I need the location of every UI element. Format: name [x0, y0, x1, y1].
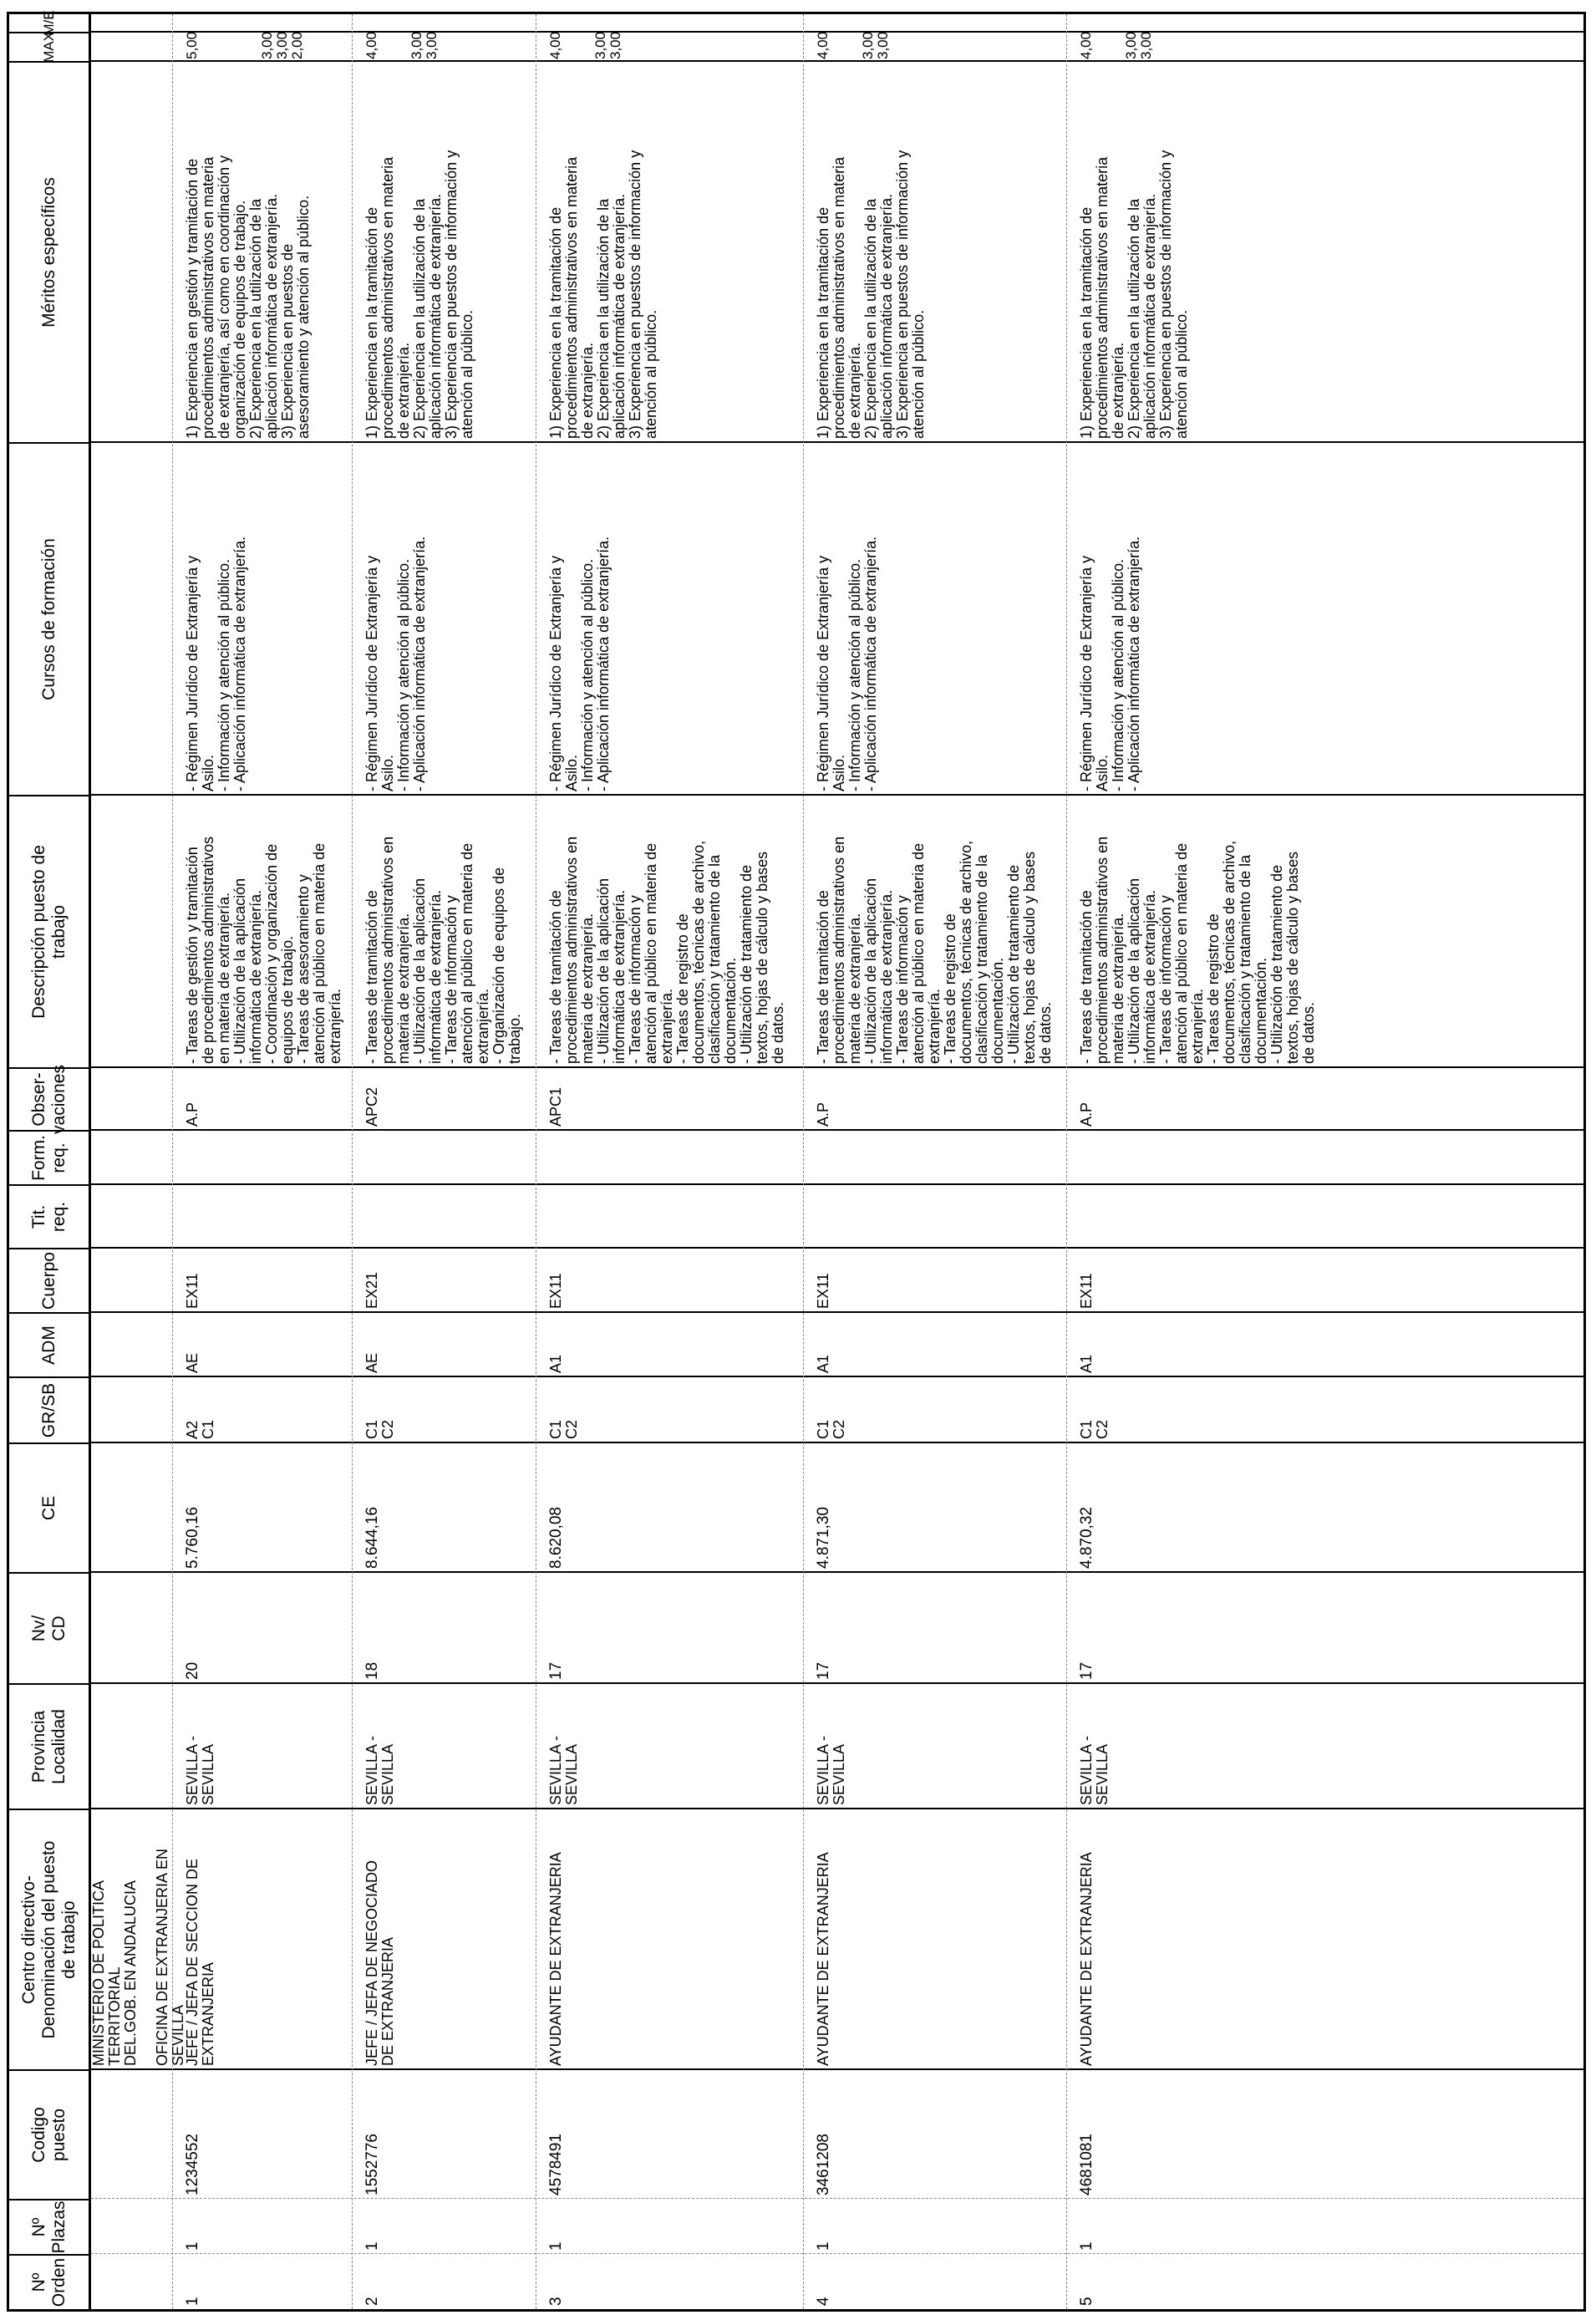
cell-orden: 2: [363, 2297, 381, 2306]
cell-obs: APC1: [547, 1086, 564, 1127]
cell-cursos: - Régimen Jurídico de Extranjería y Asilo. - Información y atención al público. - Aplicación informática de extranjería.: [815, 536, 879, 791]
cell-adm: A1: [815, 1354, 831, 1373]
cell-nivel: 17: [547, 1661, 565, 1680]
cell-obs: A.P: [815, 1101, 831, 1127]
cell-meritos: 1) Experiencia en gestión y tramitación de procedimientos administrativos en materia de extranjería, así como en coordinación y organización de equipos de trabajo. 2) Experiencia en la utilización de la aplicación informática de extranjería. 3) Experiencia en puestos de asesoramiento y atención al público.: [184, 155, 312, 439]
cell-ce: 4.870,32: [1078, 1507, 1095, 1569]
cell-cursos: - Régimen Jurídico de Extranjería y Asilo. - Información y atención al público. - Aplicación informática de extranjería.: [547, 536, 612, 791]
ministry-group-header: MINISTERIO DE POLITICA TERRITORIAL DEL.GOB. EN ANDALUCIA OFICINA DE EXTRANJERIA EN SEVILLA: [90, 1848, 186, 2066]
cell-cursos: - Régimen Jurídico de Extranjería y Asilo. - Información y atención al público. - Aplicación informática de extranjería.: [363, 536, 428, 791]
header-cursos: Cursos de formación: [9, 442, 89, 795]
cell-plazas: 1: [547, 2241, 565, 2251]
cell-cuerpo: EX11: [547, 1273, 564, 1309]
cell-obs: A.P: [184, 1101, 201, 1127]
row-divider: [172, 14, 173, 2309]
header-descripcion: Descripción puesto de trabajo: [9, 795, 89, 1067]
cell-provincia: SEVILLA - SEVILLA: [547, 1735, 580, 1805]
cell-nivel: 18: [363, 1661, 381, 1680]
cell-grsb: C1 C2: [363, 1419, 396, 1439]
cell-ce: 5.760,16: [184, 1507, 201, 1569]
cell-adm: AE: [184, 1352, 201, 1373]
cell-descripcion: - Tareas de tramitación de procedimientos administrativos en materia de extranjería. - Utilización de la aplicación informática de extranjería. - Tareas de información y atención al público en materia de extranjería. - Tareas de registro de documentos, técnicas de archivo, clasificación y tratamiento de la documentación. - Utilización de tratamiento de textos, hojas de cálculo y bases de datos.: [547, 836, 786, 1064]
header-grsb: GR/SB: [9, 1376, 89, 1442]
cell-adm: AE: [363, 1352, 380, 1373]
cell-codigo: 4681081: [1078, 2134, 1095, 2195]
cell-plazas: 1: [184, 2241, 201, 2251]
cell-meritos: 1) Experiencia en la tramitación de procedimientos administrativos en materia de extranjería. 2) Experiencia en la utilización de la aplicación informática de extranjería. 3) Experiencia en puestos de información y atención al público.: [547, 150, 659, 439]
header-provincia: Provincia Localidad: [9, 1683, 89, 1809]
cell-max: 4,00 3,00 3,00: [815, 31, 891, 59]
cell-cuerpo: EX11: [1078, 1273, 1095, 1309]
cell-max: 4,00 3,00 3,00: [1078, 31, 1154, 59]
cell-descripcion: - Tareas de gestión y tramitación de procedimientos administrativos en materia de extranjería. - Utilización de la aplicación informática de extranjería. - Coordinación y organización de equipos de trabajo. - Tareas de asesoramiento y atención al público en materia de extranjería.: [184, 836, 343, 1064]
cell-max: 4,00 3,00 3,00: [363, 31, 440, 59]
cell-meritos: 1) Experiencia en la tramitación de procedimientos administrativos en materia de extranjería. 2) Experiencia en la utilización de la aplicación informática de extranjería. 3) Experiencia en puestos de información y atención al público.: [1078, 150, 1190, 439]
cell-meritos: 1) Experiencia en la tramitación de procedimientos administrativos en materia de extranjería. 2) Experiencia en la utilización de la aplicación informática de extranjería. 3) Experiencia en puestos de información y atención al público.: [363, 150, 475, 439]
header-plazas: Nº Plazas: [9, 2199, 89, 2254]
column-divider: [91, 1183, 1583, 1185]
header-orden: Nº Orden: [9, 2254, 89, 2309]
cell-provincia: SEVILLA - SEVILLA: [815, 1735, 847, 1805]
cell-cuerpo: EX21: [363, 1271, 380, 1309]
header-centro: Centro directivo- Denominación del puesto de trabajo: [9, 1809, 89, 2069]
cell-descripcion: - Tareas de tramitación de procedimientos administrativos en materia de extranjería. - Utilización de la aplicación informática de extranjería. - Tareas de información y atención al público en materia de extranjería. - Tareas de registro de documentos, técnicas de archivo, clasificación y tratamiento de la documentación. - Utilización de tratamiento de textos, hojas de cálculo y bases de datos.: [1078, 836, 1317, 1064]
cell-obs: APC2: [363, 1086, 380, 1127]
cell-meritos: 1) Experiencia en la tramitación de procedimientos administrativos en materia de extranjería. 2) Experiencia en la utilización de la aplicación informática de extranjería. 3) Experiencia en puestos de información y atención al público.: [815, 150, 927, 439]
cell-descripcion: - Tareas de tramitación de procedimientos administrativos en materia de extranjería. - Utilización de la aplicación informática de extranjería. - Tareas de información y atención al público en materia de extranjería. - Tareas de registro de documentos, técnicas de archivo, clasificación y tratamiento de la documentación. - Utilización de tratamiento de textos, hojas de cálculo y bases de datos.: [815, 836, 1054, 1064]
header-adm: ADM: [9, 1312, 89, 1376]
cell-adm: A1: [547, 1354, 564, 1373]
cell-orden: 3: [547, 2297, 565, 2306]
cell-codigo: 3461208: [815, 2134, 832, 2195]
cell-centro: AYUDANTE DE EXTRANJERIA: [815, 1852, 831, 2066]
cell-centro: AYUDANTE DE EXTRANJERIA: [547, 1852, 564, 2066]
cell-grsb: A2 C1: [184, 1419, 216, 1439]
cell-orden: 5: [1078, 2297, 1095, 2306]
header-obs: Obser- vaciones: [9, 1067, 89, 1130]
positions-table: [7, 12, 1586, 2312]
header-me: M/E: [40, 10, 57, 36]
cell-centro: JEFE / JEFA DE NEGOCIADO DE EXTRANJERIA: [363, 1860, 396, 2066]
header-tit: Tit. req.: [9, 1184, 89, 1248]
cell-codigo: 4578491: [547, 2134, 565, 2195]
cell-max: 4,00 3,00 3,00: [547, 31, 623, 59]
cell-provincia: SEVILLA - SEVILLA: [1078, 1735, 1111, 1805]
header-codigo: Codigo puesto: [9, 2069, 89, 2199]
cell-grsb: C1 C2: [1078, 1419, 1111, 1439]
cell-max: 5,00 3,00 3,00 2,00: [184, 31, 305, 59]
cell-cuerpo: EX11: [184, 1273, 201, 1309]
header-meritos: Méritos específicos: [9, 61, 89, 442]
cell-codigo: 1552776: [363, 2134, 381, 2195]
cell-orden: 4: [815, 2297, 832, 2306]
cell-descripcion: - Tareas de tramitación de procedimientos administrativos en materia de extranjería. - Utilización de la aplicación informática de extranjería. - Tareas de información y atención al público en materia de extranjería. - Organización de equipos de trabajo.: [363, 836, 523, 1064]
header-form: Form. req.: [9, 1130, 89, 1184]
cell-nivel: 17: [1078, 1661, 1095, 1680]
cell-centro: JEFE / JEFA DE SECCION DE EXTRANJERIA: [184, 1858, 216, 2066]
cell-nivel: 17: [815, 1661, 832, 1680]
cell-cursos: - Régimen Jurídico de Extranjería y Asilo. - Información y atención al público. - Aplicación informática de extranjería.: [1078, 536, 1142, 791]
cell-provincia: SEVILLA - SEVILLA: [184, 1735, 216, 1805]
cell-adm: A1: [1078, 1354, 1095, 1373]
cell-plazas: 1: [1078, 2241, 1095, 2251]
header-max: MAX: [9, 32, 89, 61]
cell-provincia: SEVILLA - SEVILLA: [363, 1735, 396, 1805]
cell-cuerpo: EX11: [815, 1273, 831, 1309]
cell-nivel: 20: [184, 1661, 201, 1680]
cell-ce: 8.620,08: [547, 1507, 565, 1569]
cell-plazas: 1: [815, 2241, 832, 2251]
cell-centro: AYUDANTE DE EXTRANJERIA: [1078, 1852, 1095, 2066]
cell-grsb: C1 C2: [547, 1419, 580, 1439]
cell-ce: 8.644,16: [363, 1507, 381, 1569]
header-cuerpo: Cuerpo: [9, 1248, 89, 1312]
cell-ce: 4.871,30: [815, 1507, 832, 1569]
cell-obs: A.P: [1078, 1101, 1095, 1127]
cell-cursos: - Régimen Jurídico de Extranjería y Asilo. - Información y atención al público. - Aplicación informática de extranjería.: [184, 536, 248, 791]
cell-plazas: 1: [363, 2241, 381, 2251]
cell-codigo: 1234552: [184, 2134, 201, 2195]
cell-grsb: C1 C2: [815, 1419, 847, 1439]
header-ce: CE: [9, 1442, 89, 1572]
header-nivel: Nv/ CD: [9, 1572, 89, 1683]
cell-orden: 1: [184, 2297, 201, 2306]
